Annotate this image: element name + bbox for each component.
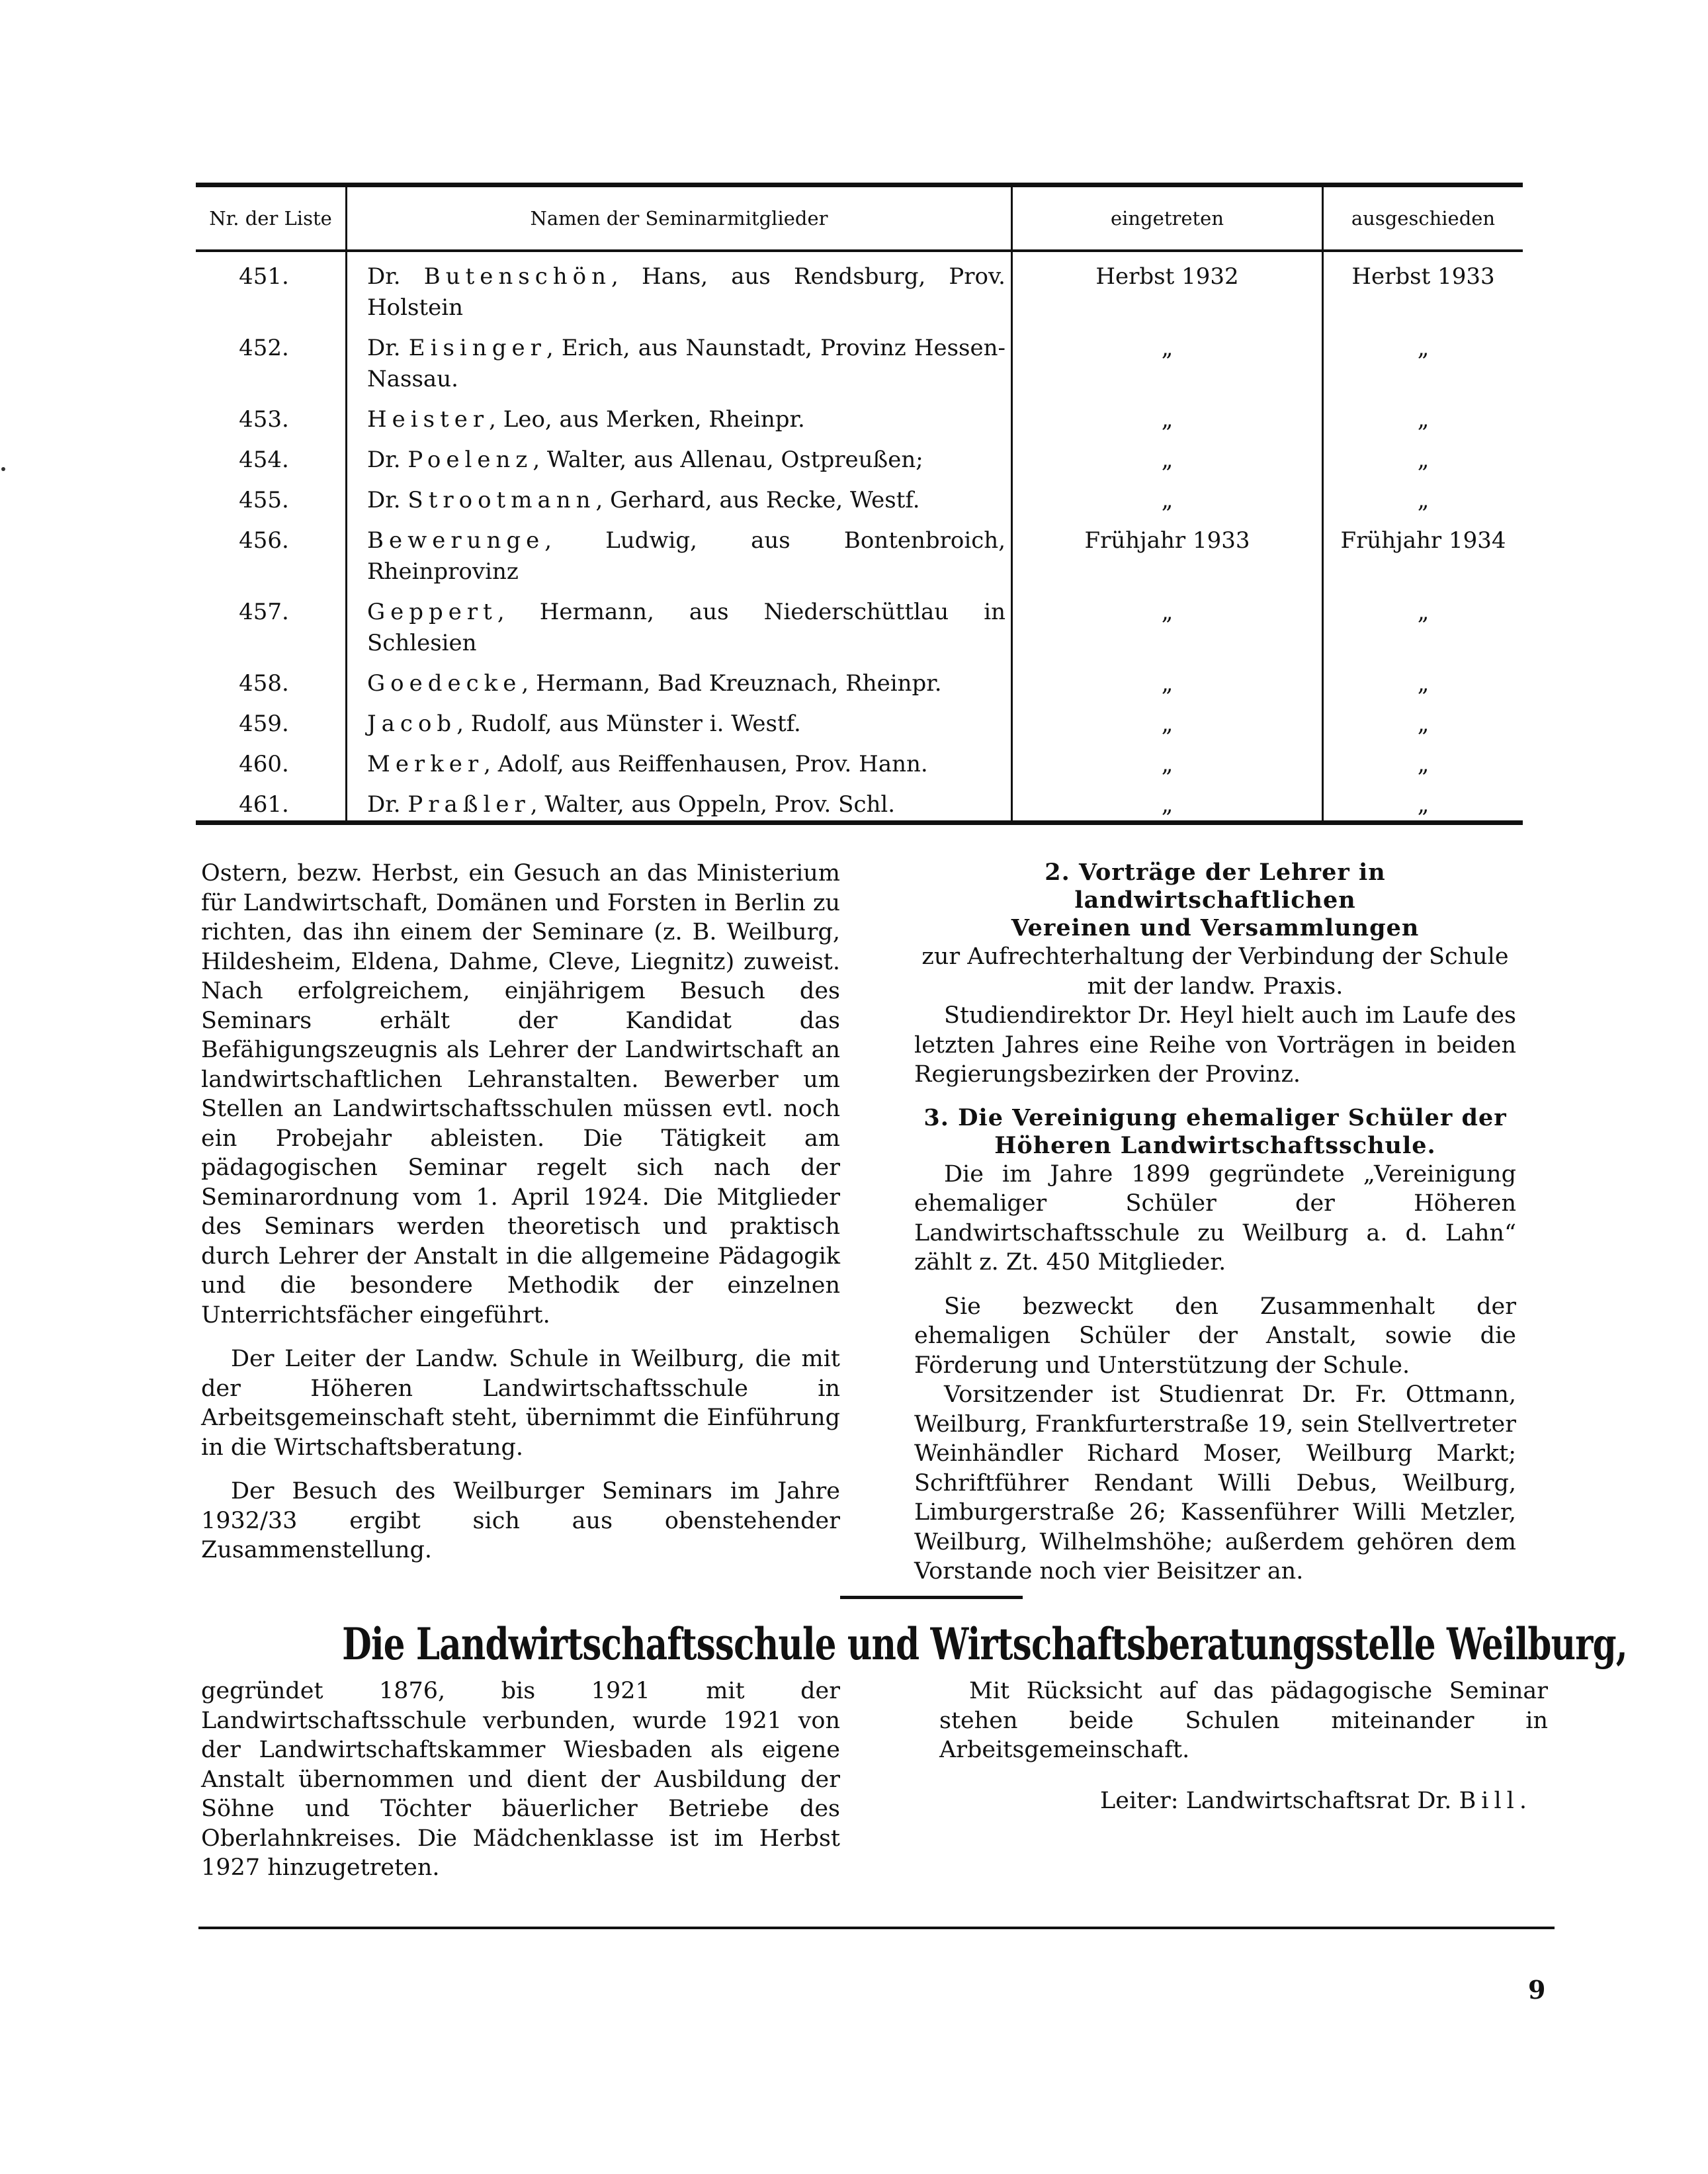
name-rest: , Hermann, Bad Kreuznach, Rheinpr. [521,670,942,697]
cell-eingetreten: „ [1012,659,1323,699]
leiter-name: Bill. [1459,1787,1532,1814]
cell-eingetreten: „ [1012,476,1323,516]
name-rest: , Erich, aus Naunstadt, Provinz Hessen-Nassau. [367,335,1005,392]
bottom-left-column [201,1676,840,1883]
left-column [201,859,840,1565]
cell-eingetreten: „ [1012,435,1323,476]
filler-cell [1012,820,1323,823]
name-title: Dr. [367,791,408,818]
leiter-prefix: Leiter: Landwirtschaftsrat Dr. [1100,1787,1459,1814]
table-row-453 [196,395,1523,435]
heading-vortraege-line-2: Vereinen und Versammlungen [1011,914,1420,941]
name-rest: , Leo, aus Merken, Rheinpr. [489,406,805,433]
cell-ausgeschieden: „ [1417,670,1430,697]
name-surname: Poelenz [407,447,533,473]
name-title: Dr. [367,487,408,513]
cell-nr: 457. [196,587,347,659]
heading-vereinigung-line-1: 3. Die Vereinigung ehemaliger Schüler der [923,1104,1507,1131]
name-title: Dr. [367,263,424,290]
section-separator [840,1596,1023,1599]
name-surname: Butenschön [423,263,612,290]
cell-ausgeschieden: „ [1417,599,1430,625]
name-rest: , Hermann, aus Niederschüttlau in Schlesien [367,599,1005,656]
cell-name [347,251,1012,324]
cell-ausgeschieden: „ [1417,711,1430,737]
table-filler-row [196,820,1523,823]
cell-nr: 453. [196,395,347,435]
page-number: 9 [1528,1975,1546,2005]
cell-nr: 451. [196,251,347,324]
subheading-vortraege [914,942,1516,1001]
name-surname: Praßler [407,791,531,818]
cell-nr: 461. [196,780,347,820]
name-title: Dr. [367,335,409,361]
cell-ausgeschieden: „ [1417,487,1430,513]
bottom-right-paragraph: Mit Rücksicht auf das pädagogische Seminar stehen beide Schulen miteinander in Arbeitsgemeinschaft. [939,1678,1548,1763]
header-eingetreten: eingetreten [1012,185,1323,251]
footer-rule [198,1927,1555,1929]
table-row-455 [196,476,1523,516]
table-row-457 [196,587,1523,659]
leiter-line [939,1786,1548,1816]
scan-speck [1,467,5,471]
heading-vereinigung [914,1104,1516,1160]
bottom-left-paragraph: gegründet 1876, bis 1921 mit der Landwirtschaftsschule verbunden, wurde 1921 von der Landwirtschaftskammer Wiesbaden als eigene Anstalt übernommen und dient der Ausbildung der Söhne und Töchter bäuerlicher Betriebe des Oberlahnkreises. Die Mädchenklasse ist im Herbst 1927 hinzugetreten. [201,1678,840,1881]
cell-eingetreten: Frühjahr 1933 [1012,516,1323,587]
name-surname: Jacob [367,711,457,737]
name-surname: Geppert [367,599,497,625]
right-paragraph-3: Sie bezweckt den Zusammenhalt der ehemaligen Schüler der Anstalt, sowie die Förderung und Unterstützung der Schule. [914,1293,1516,1379]
left-paragraph-3: Der Besuch des Weilburger Seminars im Jahre 1932/33 ergibt sich aus obenstehender Zusammenstellung. [201,1478,840,1563]
cell-name [347,699,1012,740]
table-row-456 [196,516,1523,587]
name-rest: , Ludwig, aus Bontenbroich, Rheinprovinz [367,527,1005,585]
table-row-458 [196,659,1523,699]
heading-vortraege [914,859,1516,942]
cell-eingetreten: „ [1012,780,1323,820]
table-row-452 [196,324,1523,395]
name-surname: Eisinger [408,335,546,361]
cell-name [347,476,1012,516]
header-nr: Nr. der Liste [196,185,347,251]
cell-ausgeschieden: „ [1417,751,1430,777]
left-paragraph-2: Der Leiter der Landw. Schule in Weilburg, die mit der Höheren Landwirtschaftsschule in Arbeitsgemeinschaft steht, übernimmt die Einführung in die Wirtschaftsberatung. [201,1346,840,1461]
right-column [914,859,1516,1587]
heading-vortraege-line-1: 2. Vorträge der Lehrer in landwirtschaftlichen [1045,859,1386,914]
cell-name [347,516,1012,587]
cell-nr: 452. [196,324,347,395]
cell-name [347,659,1012,699]
filler-cell [347,820,1012,823]
cell-nr: 456. [196,516,347,587]
table-row-461 [196,780,1523,820]
subheading-line-2: mit der landw. Praxis. [1087,973,1344,1000]
heading-vereinigung-line-2: Höheren Landwirtschaftsschule. [994,1131,1436,1159]
name-rest: , Adolf, aus Reiffenhausen, Prov. Hann. [484,751,928,777]
name-surname: Strootmann [407,487,596,513]
cell-ausgeschieden: „ [1417,335,1430,361]
cell-name [347,395,1012,435]
cell-nr: 455. [196,476,347,516]
cell-ausgeschieden: Herbst 1933 [1351,263,1495,290]
cell-nr: 459. [196,699,347,740]
cell-eingetreten: „ [1012,324,1323,395]
cell-eingetreten: „ [1012,699,1323,740]
right-paragraph-4: Vorsitzender ist Studienrat Dr. Fr. Ottmann, Weilburg, Frankfurterstraße 19, sein Stellvertreter Weinhändler Richard Moser, Weilburg Markt; Schriftführer Rendant Willi Debus, Weilburg, Limburgerstraße 26; Kassenführer Willi Metzler, Weilburg, Wilhelmshöhe; außerdem gehören dem Vorstande noch vier Beisitzer an. [914,1381,1516,1585]
cell-eingetreten: „ [1012,740,1323,780]
table-row-454 [196,435,1523,476]
name-title: Dr. [367,447,408,473]
right-paragraph-2: Die im Jahre 1899 gegründete „Vereinigung ehemaliger Schüler der Höheren Landwirtschaftsschule zu Weilburg a. d. Lahn“ zählt z. Zt. 450 Mitglieder. [914,1160,1516,1276]
cell-nr: 460. [196,740,347,780]
filler-cell [196,820,347,823]
cell-name [347,435,1012,476]
subheading-line-1: zur Aufrechterhaltung der Verbindung der Schule [921,943,1509,970]
name-surname: Heister [367,406,490,433]
section-title: Die Landwirtschaftsschule und Wirtschaftsberatungsstelle Weilburg, [342,1618,1627,1670]
table-row-451 [196,251,1523,324]
cell-nr: 458. [196,659,347,699]
right-paragraph-1: Studiendirektor Dr. Heyl hielt auch im Laufe des letzten Jahres eine Reihe von Vorträgen in beiden Regierungsbezirken der Provinz. [914,1002,1516,1088]
cell-nr: 454. [196,435,347,476]
cell-eingetreten: „ [1012,587,1323,659]
cell-ausgeschieden: Frühjahr 1934 [1340,527,1506,554]
cell-eingetreten: Herbst 1932 [1012,251,1323,324]
name-rest: , Hans, aus Rendsburg, Prov. Holstein [367,263,1005,321]
left-paragraph-1: Ostern, bezw. Herbst, ein Gesuch an das Ministerium für Landwirtschaft, Domänen und Forsten in Berlin zu richten, das ihn einem der Seminare (z. B. Weilburg, Hildesheim, Eldena, Dahme, Cleve, Liegnitz) zuweist. Nach erfolgreichem, einjährigem Besuch des Seminars erhält der Kandidat das Befähigungszeugnis als Lehrer der Landwirtschaft an landwirtschaftlichen Lehranstalten. Bewerber um Stellen an Landwirtschaftsschulen müssen evtl. noch ein Probejahr ableisten. Die Tätigkeit am pädagogischen Seminar regelt sich nach der Seminarordnung vom 1. April 1924. Die Mitglieder des Seminars werden theoretisch und praktisch durch Lehrer der Anstalt in die allgemeine Pädagogik und die besondere Methodik der einzelnen Unterrichtsfächer eingeführt. [201,860,840,1328]
cell-eingetreten: „ [1012,395,1323,435]
table-header-row [196,185,1523,251]
cell-name [347,780,1012,820]
name-surname: Bewerunge [367,527,545,554]
cell-ausgeschieden: „ [1417,791,1430,818]
bottom-right-column [939,1676,1548,1815]
cell-ausgeschieden: „ [1417,447,1430,473]
cell-name [347,324,1012,395]
seminar-members-table [196,183,1523,818]
name-surname: Merker [367,751,484,777]
table-row-460 [196,740,1523,780]
name-rest: , Rudolf, aus Münster i. Westf. [456,711,801,737]
filler-cell [1323,820,1523,823]
name-rest: , Gerhard, aus Recke, Westf. [595,487,920,513]
cell-ausgeschieden: „ [1417,406,1430,433]
name-rest: , Walter, aus Allenau, Ostpreußen; [533,447,923,473]
table-row-459 [196,699,1523,740]
header-name: Namen der Seminarmitglieder [347,185,1012,251]
cell-name [347,587,1012,659]
cell-name [347,740,1012,780]
header-ausgeschieden: ausgeschieden [1323,185,1523,251]
name-surname: Goedecke [367,670,522,697]
name-rest: , Walter, aus Oppeln, Prov. Schl. [530,791,896,818]
